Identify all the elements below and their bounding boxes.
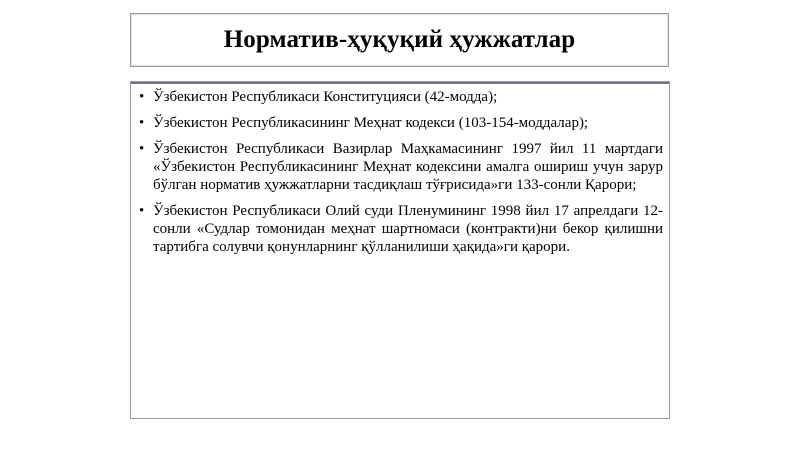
list-item-text: Ўзбекистон Республикасининг Меҳнат кодекси (103-154-моддалар); [153, 115, 589, 131]
list-item [137, 114, 663, 132]
slide-content-box [130, 81, 670, 419]
slide-title-box [130, 13, 669, 67]
bullet-icon: • [139, 203, 145, 219]
bullet-icon: • [139, 141, 145, 157]
list-item [137, 202, 663, 256]
list-item [137, 88, 663, 106]
bullet-list [131, 82, 669, 256]
bullet-icon: • [139, 89, 145, 105]
list-item-text: Ўзбекистон Республикаси Олий суди Пленумининг 1998 йил 17 апрелдаги 12-сонли «Судлар томонидан меҳнат шартномаси (контракти)ни бекор қилишни тартибга солувчи қонунларнинг қўлланилиши ҳақида»ги қарори. [153, 203, 663, 255]
slide-title: Норматив-ҳуқуқий ҳужжатлар [223, 26, 576, 53]
list-item-text: Ўзбекистон Республикаси Конституцияси (42-модда); [153, 89, 498, 105]
list-item [137, 140, 663, 194]
list-item-text: Ўзбекистон Республикаси Вазирлар Маҳкамасининг 1997 йил 11 мартдаги «Ўзбекистон Республикасининг Меҳнат кодексини амалга ошириш учун зарур бўлган норматив ҳужжатларни тасдиқлаш тўғрисида»ги 133-сонли Қарори; [153, 141, 663, 193]
bullet-icon: • [139, 115, 145, 131]
